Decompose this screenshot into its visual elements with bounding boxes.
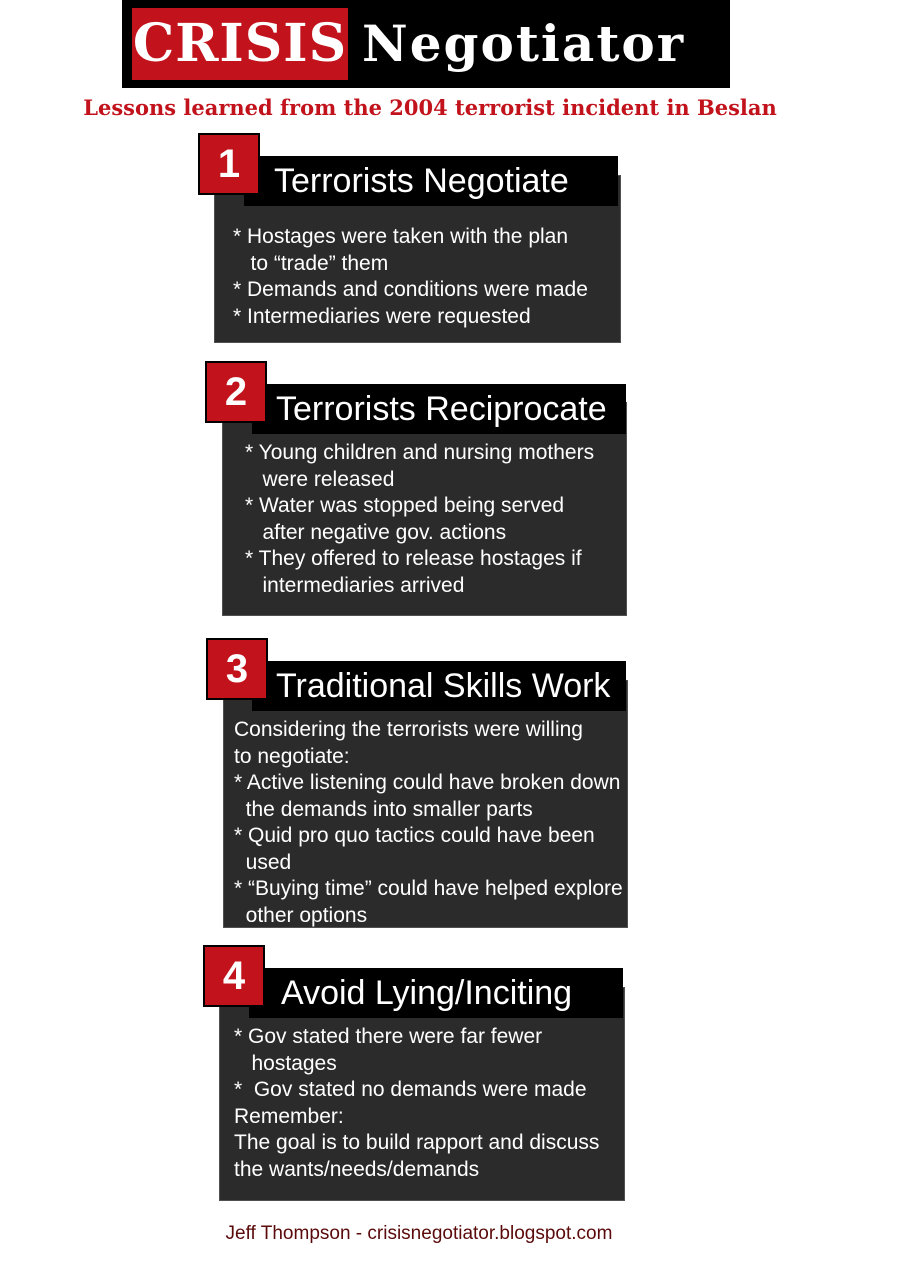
lesson-4-title: Avoid Lying/Inciting <box>249 968 623 1018</box>
lesson-1-body <box>233 224 588 330</box>
lesson-2-line: * Water was stopped being served <box>245 494 565 517</box>
lesson-2-line: * Young children and nursing mothers <box>245 441 595 464</box>
lesson-3-line: used <box>234 850 292 874</box>
lesson-4-line: the wants/needs/demands <box>234 1157 480 1181</box>
lesson-4-line: Remember: <box>234 1104 344 1128</box>
lesson-2-body <box>245 440 594 599</box>
lesson-3-line: to negotiate: <box>234 744 350 768</box>
lesson-2-line: intermediaries arrived <box>245 573 465 597</box>
lesson-1-line: to “trade” them <box>233 251 389 275</box>
lesson-3-line: the demands into smaller parts <box>234 797 533 821</box>
lesson-3-line: * Quid pro quo tactics could have been <box>234 824 595 847</box>
lesson-1-title: Terrorists Negotiate <box>244 156 618 206</box>
lesson-1-line: * Intermediaries were requested <box>233 304 531 328</box>
lesson-3-number: 3 <box>206 638 268 700</box>
lesson-3-line: other options <box>234 903 368 927</box>
lesson-3-line: * “Buying time” could have helped explore <box>234 877 623 900</box>
brand-crisis-word: CRISIS <box>132 8 348 80</box>
lesson-4-line: The goal is to build rapport and discuss <box>234 1131 600 1154</box>
lesson-4-line: hostages <box>234 1051 337 1075</box>
lesson-1-line: * Hostages were taken with the plan <box>233 225 569 248</box>
lesson-4-number: 4 <box>203 945 265 1007</box>
lesson-3-title: Traditional Skills Work <box>252 661 626 711</box>
lesson-2-title: Terrorists Reciprocate <box>252 384 626 434</box>
lesson-1-number: 1 <box>198 133 260 195</box>
lesson-1-line: * Demands and conditions were made <box>233 278 588 301</box>
lesson-2-line: after negative gov. actions <box>245 520 507 544</box>
footer-credit: Jeff Thompson - crisisnegotiator.blogspot.com <box>225 1223 613 1244</box>
lesson-4-line: * Gov stated no demands were made <box>234 1078 587 1101</box>
lesson-4-line: * Gov stated there were far fewer <box>234 1025 543 1048</box>
lesson-3-body <box>234 717 623 929</box>
brand-negotiator-word: Negotiator <box>362 14 686 73</box>
lesson-3-line: * Active listening could have broken down <box>234 771 621 794</box>
lesson-2-number: 2 <box>205 361 267 423</box>
brand-banner <box>122 0 730 88</box>
lesson-4-body <box>234 1024 599 1183</box>
lesson-3-line: Considering the terrorists were willing <box>234 718 583 741</box>
lesson-2-line: were released <box>245 467 395 491</box>
page-subtitle: Lessons learned from the 2004 terrorist incident in Beslan <box>83 95 777 120</box>
lesson-2-line: * They offered to release hostages if <box>245 547 582 570</box>
